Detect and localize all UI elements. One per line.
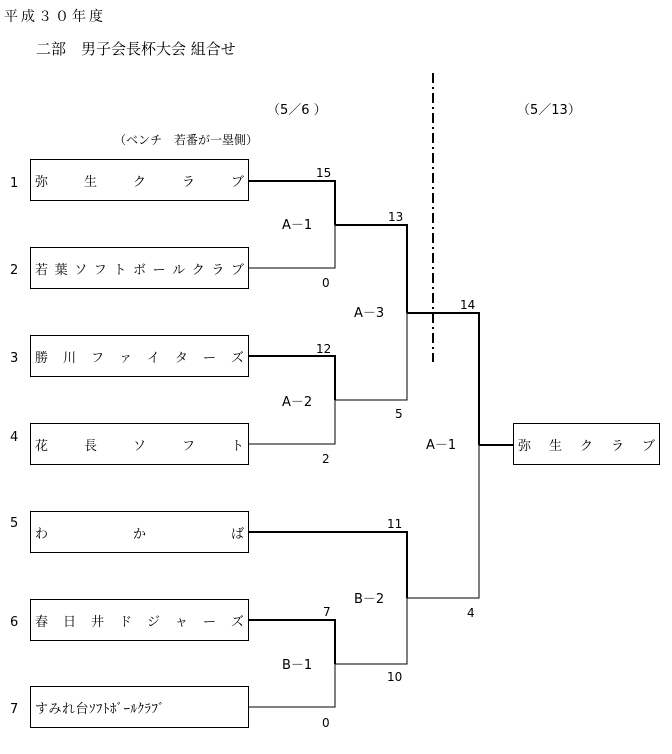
team-name-char: ラ <box>181 174 195 190</box>
team-name-char: ー <box>202 614 216 630</box>
team-name-char: 若 <box>35 262 49 278</box>
team-name-char: イ <box>146 350 160 366</box>
team-name-char: ズ <box>230 350 244 366</box>
bracket-line-b1-out <box>335 598 407 664</box>
team-number: 3 <box>10 351 19 366</box>
match-label-b2: B－2 <box>354 592 385 607</box>
team-name-char: ー <box>152 262 166 278</box>
team-box-1 <box>30 159 249 201</box>
team-name-char: ラ <box>211 262 225 278</box>
team-name-char: ソ <box>132 438 146 454</box>
team-name-char: ブ <box>230 262 244 278</box>
team-name-char: 葉 <box>54 262 68 278</box>
team-name-char: か <box>132 526 146 542</box>
team-name-char: 花 <box>35 438 49 454</box>
team-name-char: ト <box>230 438 244 454</box>
score-a3-bottom: 5 <box>395 407 403 421</box>
score-final-top: 14 <box>460 298 476 312</box>
team-name-char: ズ <box>230 614 244 630</box>
team-name-char: 弥 <box>35 174 49 190</box>
team-number: 6 <box>10 615 19 630</box>
score-b2-top: 11 <box>387 517 403 531</box>
score-a2-bottom: 2 <box>322 452 330 466</box>
team-name-char: ク <box>579 438 593 454</box>
team-name-char: 勝 <box>35 350 49 366</box>
tournament-title: 二部 男子会長杯大会 組合せ <box>36 40 236 58</box>
final-date: （5／13） <box>517 103 581 118</box>
team-box-2 <box>30 247 249 289</box>
score-a3-top: 13 <box>388 210 404 224</box>
team-number: 7 <box>10 702 19 717</box>
team-name-char: ト <box>113 262 127 278</box>
match-label-b1: B－1 <box>282 658 313 673</box>
team-box-4 <box>30 423 249 465</box>
match-label-a1: A－1 <box>282 218 313 233</box>
team-name-char: ソ <box>74 262 88 278</box>
team-name-char: タ <box>174 350 188 366</box>
team-name-char: ば <box>230 526 244 542</box>
bracket-line-b2-out <box>407 445 479 598</box>
team-name-char: 長 <box>83 438 97 454</box>
team-name-char: 生 <box>548 438 562 454</box>
team-name-char: 弥 <box>518 438 532 454</box>
team-name-char: ァ <box>118 350 132 366</box>
team-number: 4 <box>10 430 19 445</box>
round1-date: （5／6 ） <box>267 103 327 118</box>
match-label-final: A－1 <box>426 438 457 453</box>
team-number: 2 <box>10 263 19 278</box>
score-final-bottom: 4 <box>467 606 475 620</box>
bracket-line-b2-top <box>249 532 407 598</box>
team-name-char: ボ <box>132 262 146 278</box>
team-name-char: ブ <box>230 174 244 190</box>
team-number: 5 <box>10 516 19 531</box>
team-name-char: フ <box>181 438 195 454</box>
team-name-char: ラ <box>610 438 624 454</box>
team-number: 1 <box>10 176 19 191</box>
team-name-char: ジ <box>146 614 160 630</box>
team-name-char: 日 <box>62 614 76 630</box>
team-name-char: フ <box>90 350 104 366</box>
team-name-char: フ <box>93 262 107 278</box>
score-b1-top: 7 <box>323 605 331 619</box>
team-name-char: 井 <box>90 614 104 630</box>
team-box-7 <box>30 686 249 728</box>
team-name-char: ャ <box>174 614 188 630</box>
bracket-line-a2-top <box>249 356 335 400</box>
score-a1-bottom: 0 <box>322 276 330 290</box>
score-b1-bottom: 0 <box>322 716 330 730</box>
team-name-char: ブ <box>641 438 655 454</box>
bench-note: （ベンチ 若番が一塁側） <box>114 133 259 147</box>
bracket-line-a1-out <box>335 225 407 313</box>
winner-box <box>513 423 660 465</box>
year-title: 平成３０年度 <box>4 9 106 25</box>
team-name-char: 生 <box>83 174 97 190</box>
score-a1-top: 15 <box>316 166 332 180</box>
team-name-char: ク <box>132 174 146 190</box>
bracket-line-a3-out <box>407 313 479 445</box>
team-name-char: ク <box>191 262 205 278</box>
team-name-char: ド <box>118 614 132 630</box>
team-name-char: 春 <box>35 614 49 630</box>
score-a2-top: 12 <box>316 342 332 356</box>
score-b2-bottom: 10 <box>387 670 403 684</box>
team-box-3 <box>30 335 249 377</box>
team-name-char: 川 <box>62 350 76 366</box>
team-name-char: ル <box>172 262 186 278</box>
match-label-a3: A－3 <box>354 306 385 321</box>
team-name-char: わ <box>35 526 49 542</box>
match-label-a2: A－2 <box>282 395 313 410</box>
team-box-5 <box>30 511 249 553</box>
team-name: すみれ台ｿﾌﾄﾎﾞｰﾙｸﾗﾌﾞ <box>35 701 166 717</box>
team-box-6 <box>30 599 249 641</box>
bracket-line-a2-out <box>335 313 407 400</box>
team-name-char: ー <box>202 350 216 366</box>
